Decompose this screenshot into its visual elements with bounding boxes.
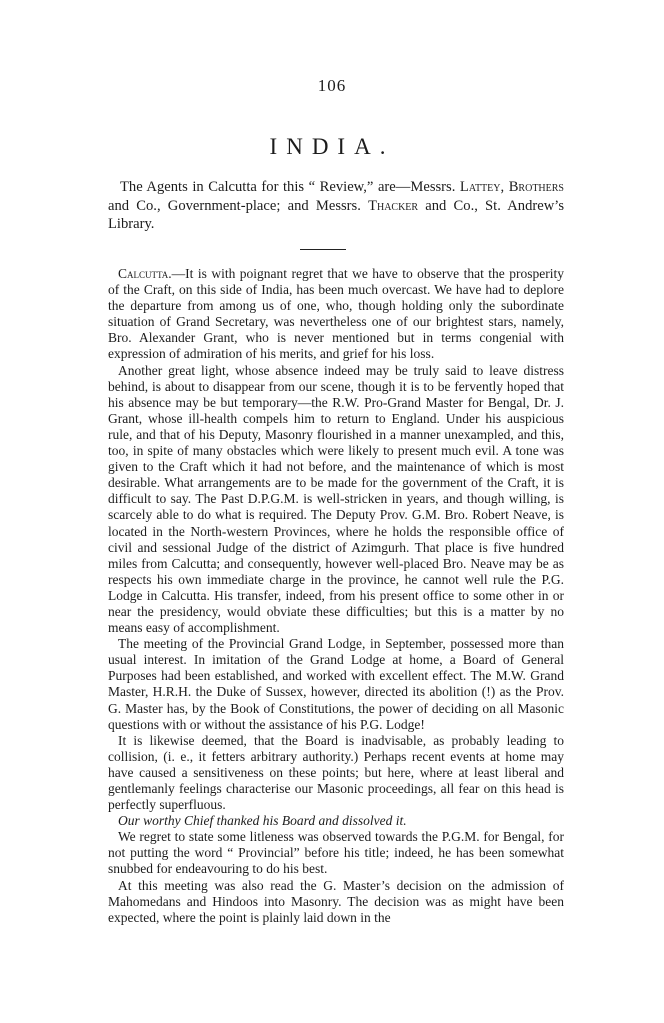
page-number: 106 (317, 76, 347, 95)
agents-name-1: Lattey, Brothers (459, 179, 564, 195)
paragraph-text: —It is with poignant regret that we have to observe that the prosperity of the Craft, on this side of India, has been much overcast. We have had to deplore the departure from among us of one, who, though holding only the subordinate situation of Grand Secretary, was nevertheless one of our brightest stars, namely, Bro. Alexander Grant, who is never mentioned but in terms congenial with expression of admiration of his merits, and grief for his loss. (108, 266, 564, 362)
agents-text-2: and Co., Government-place; and Messrs. (108, 197, 369, 214)
article-body (108, 266, 564, 926)
agents-notice (108, 178, 564, 234)
paragraph-provincial-grand-lodge: The meeting of the Provincial Grand Lodge, in September, possessed more than usual interest. In imitation of the Grand Lodge at home, a Board of General Purposes had been established, and worked with excellent effect. The M.W. Grand Master, H.R.H. the Duke of Sussex, however, directed its abolition (!) as the Prov. G. Master has, by the Book of Constitutions, the power of deciding on all Masonic questions with or without the assistance of his P.G. Lodge! (108, 636, 564, 732)
agents-text-1: The Agents in Calcutta for this “ Review,” are—Messrs. (120, 179, 460, 195)
paragraph-calcutta (108, 266, 564, 363)
paragraph-another-great-light: Another great light, whose absence indeed may be truly said to leave distress behind, is about to disappear from our scene, though it is to be fervently hoped that his absence may be but temporary—the R.W. Pro-Grand Master for Bengal, Dr. J. Grant, whose ill-health compels him to return to England. Under his auspicious rule, and that of his Deputy, Masonry flourished in a manner unexampled, and this, too, in spite of many obstacles which were likely to present much evil. A tone was given to the Craft which it had not before, and the maintenance of which is most desirable. What arrangements are to be made for the government of the Craft, it is difficult to say. The Past D.P.G.M. is well-stricken in years, and though willing, is scarcely able to do what is required. The Deputy Prov. G.M. Bro. Robert Neave, is located in the North-western Provinces, where he holds the responsible office of civil and sessional Judge of the district of Azimgurh. That place is five hundred miles from Calcutta; and consequently, however well-placed Bro. Neave may be as respects his own immediate charge in the province, he cannot well rule the P.G. Lodge in Calcutta. His transfer, indeed, from his present office to some other in or near the presidency, would obviate these difficulties; but this is a matter by no means easy of accomplishment. (108, 362, 564, 636)
paragraph-board-inadvisable: It is likewise deemed, that the Board is inadvisable, as probably leading to collision, (i. e., it fetters arbitrary authority.) Perhaps recent events at home may have caused a sensitiveness on these points; but here, where at least liberal and gentlemanly feelings characterise our Masonic proceedings, all fear on this head is perfectly superfluous. (108, 732, 564, 813)
section-title: INDIA. (269, 134, 395, 159)
agents-text-3: and Co., St. Andrew’s Library. (108, 197, 565, 232)
paragraph-lead: Calcutta. (118, 266, 172, 281)
paragraph-litleness: We regret to state some litleness was observed towards the P.G.M. for Bengal, for not putting the word “ Provincial” before his title; indeed, he has been somewhat snubbed for endeavouring to do his best. (108, 829, 564, 877)
paragraph-decision: At this meeting was also read the G. Master’s decision on the admission of Mahomedans and Hindoos into Masonry. The decision was as might have been expected, where the point is plainly laid down in the (108, 877, 564, 925)
section-divider (300, 249, 346, 250)
agents-name-2: Thacker (368, 197, 419, 214)
paragraph-chief-dissolved: Our worthy Chief thanked his Board and dissolved it. (118, 813, 407, 829)
